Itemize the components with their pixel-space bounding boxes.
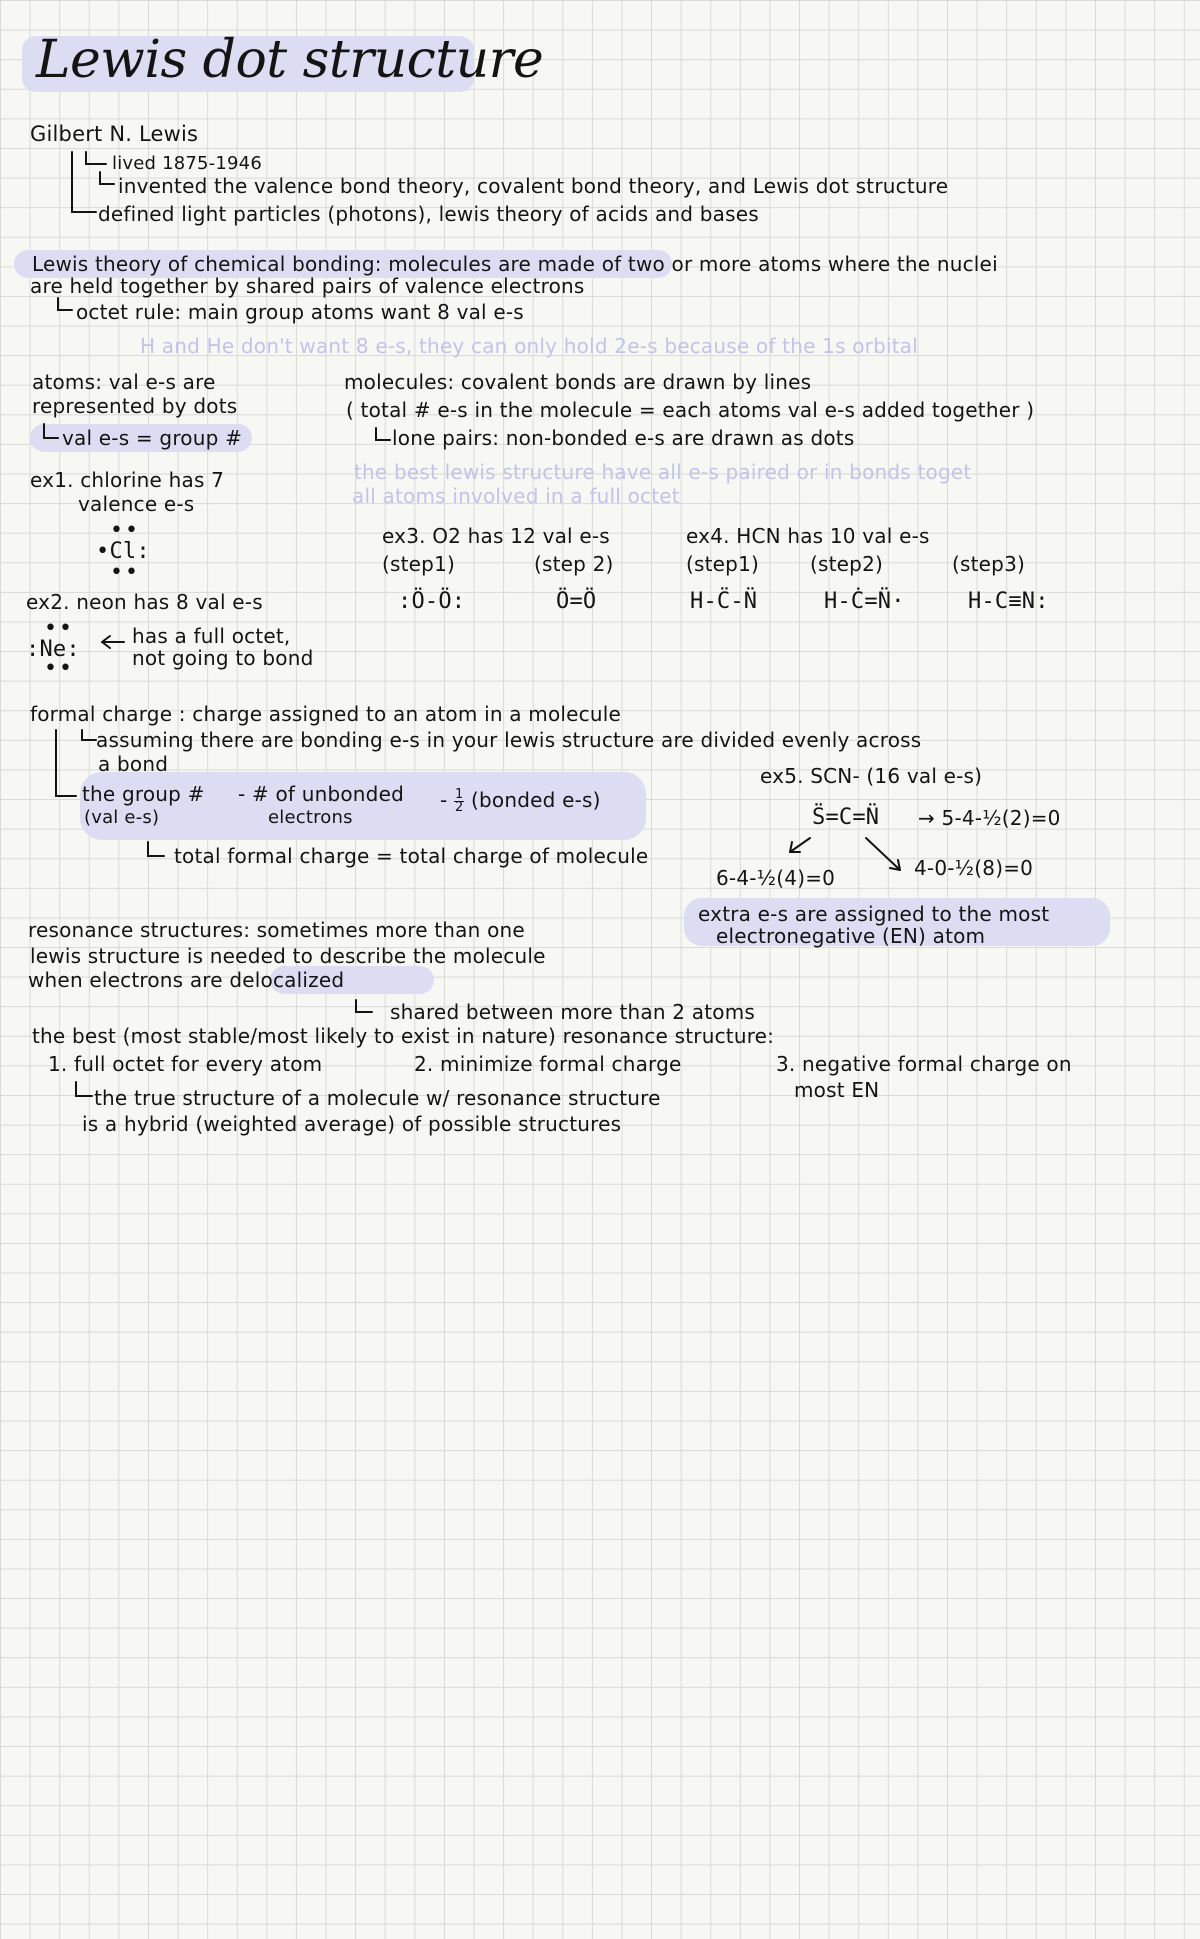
ex4-structure3: H-C≡N:	[968, 589, 1049, 614]
formula-unbonded-sub: electrons	[268, 807, 353, 828]
ex5-title: ex5. SCN- (16 val e-s)	[760, 764, 983, 788]
ex4-title: ex4. HCN has 10 val e-s	[686, 524, 930, 548]
lewis-invented: invented the valence bond theory, covalent bond theory, and Lewis dot structure	[118, 174, 949, 198]
formula-unbonded: - # of unbonded	[238, 782, 404, 806]
rule-1: 1. full octet for every atom	[48, 1052, 323, 1076]
formula-half	[454, 789, 464, 814]
ex3-title: ex3. O2 has 12 val e-s	[382, 524, 610, 548]
ex4-step2: (step2)	[810, 552, 883, 576]
resonance-line3-text: when electrons are	[28, 968, 223, 992]
atoms-line2: represented by dots	[32, 394, 238, 418]
ex1-line2: valence e-s	[78, 492, 195, 516]
ne-symbol: :Ne:	[26, 637, 80, 662]
lewis-name: Gilbert N. Lewis	[30, 122, 199, 146]
formula-group: the group #	[82, 782, 205, 806]
best-faint2: all atoms involved in a full octet	[352, 484, 680, 508]
extra-e-line1: extra e-s are assigned to the most	[698, 902, 1050, 926]
lewis-defined: defined light particles (photons), lewis theory of acids and bases	[98, 202, 759, 226]
bonding-line2: are held together by shared pairs of valence electrons	[30, 274, 585, 298]
ex4-structure1: H-C̈-N̈	[690, 589, 758, 614]
formula-group-sub: (val e-s)	[84, 807, 160, 828]
resonance-line2: lewis structure is needed to describe the molecule	[30, 944, 546, 968]
resonance-line1: resonance structures: sometimes more than one	[28, 918, 525, 942]
ex1-line1: ex1. chlorine has 7	[30, 468, 225, 492]
octet-rule: octet rule: main group atoms want 8 val e-s	[76, 300, 524, 324]
frac-den: 2	[454, 800, 464, 815]
formal-charge-def: formal charge : charge assigned to an atom in a molecule	[30, 702, 622, 726]
octet-note: H and He don't want 8 e-s, they can only hold 2e-s because of the 1s orbital	[140, 334, 919, 358]
formal-assuming: assuming there are bonding e-s in your lewis structure are divided evenly across	[96, 728, 922, 752]
rule-2: 2. minimize formal charge	[414, 1052, 682, 1076]
ex3-step2: (step 2)	[534, 552, 614, 576]
ex5-left-calc: 6-4-½(4)=0	[716, 866, 836, 890]
shared-between: shared between more than 2 atoms	[390, 1000, 756, 1024]
cl-label: Cl	[109, 539, 137, 564]
lone-pairs: lone pairs: non-bonded e-s are drawn as dots	[392, 426, 855, 450]
ex3-structure1: :Ö-Ö:	[398, 589, 466, 614]
formula-bonded-text: (bonded e-s)	[471, 788, 601, 812]
ne-top-dots: ••	[44, 616, 74, 641]
atoms-line1: atoms: val e-s are	[32, 370, 216, 394]
atoms-group: val e-s = group #	[62, 426, 243, 450]
extra-e-line2: electronegative (EN) atom	[716, 924, 986, 948]
ne-note2: not going to bond	[132, 646, 314, 670]
ex4-step1: (step1)	[686, 552, 759, 576]
ex4-step3: (step3)	[952, 552, 1025, 576]
page-title: Lewis dot structure	[36, 30, 544, 90]
cl-symbol: •Cl:	[96, 539, 150, 564]
formal-bond: a bond	[98, 752, 169, 776]
rule-3a: 3. negative formal charge on	[776, 1052, 1072, 1076]
rule-3b: most EN	[794, 1078, 880, 1102]
ex2-line: ex2. neon has 8 val e-s	[26, 590, 263, 614]
true-structure2: is a hybrid (weighted average) of possible structures	[82, 1112, 622, 1136]
ne-note1: has a full octet,	[132, 624, 291, 648]
delocalized-word: delocalized	[229, 968, 345, 992]
ex3-structure2: Ö=Ö	[556, 589, 597, 614]
best-faint1: the best lewis structure have all e-s paired or in bonds toget	[354, 460, 972, 484]
resonance-line3	[28, 968, 344, 992]
true-structure1: the true structure of a molecule w/ resonance structure	[94, 1086, 661, 1110]
molecules-line2: ( total # e-s in the molecule = each atoms val e-s added together )	[346, 398, 1035, 422]
ne-label: Ne	[39, 637, 67, 662]
cl-top-dots: ••	[110, 518, 140, 543]
ex5-mid-calc: 4-0-½(8)=0	[914, 856, 1034, 880]
ex5-right-calc: → 5-4-½(2)=0	[918, 806, 1061, 830]
bonding-line1: Lewis theory of chemical bonding: molecules are made of two or more atoms where the nuclei	[32, 252, 998, 276]
formula-bonded: - $\frac{1}{2}$ (bonded e-s)	[440, 787, 601, 815]
ex3-step1: (step1)	[382, 552, 455, 576]
best-resonance: the best (most stable/most likely to exist in nature) resonance structure:	[32, 1024, 775, 1048]
cl-bottom-dots: ••	[110, 560, 140, 585]
ex5-structure: S̈=C=N̈	[812, 805, 880, 830]
molecules-line1: molecules: covalent bonds are drawn by lines	[344, 370, 812, 394]
total-formal-charge: total formal charge = total charge of molecule	[174, 844, 649, 868]
lewis-lived: lived 1875-1946	[112, 153, 262, 174]
frac-num: 1	[454, 787, 464, 802]
ne-bottom-dots: ••	[44, 656, 74, 681]
ex4-structure2: H-Ċ=N̈·	[824, 589, 905, 614]
